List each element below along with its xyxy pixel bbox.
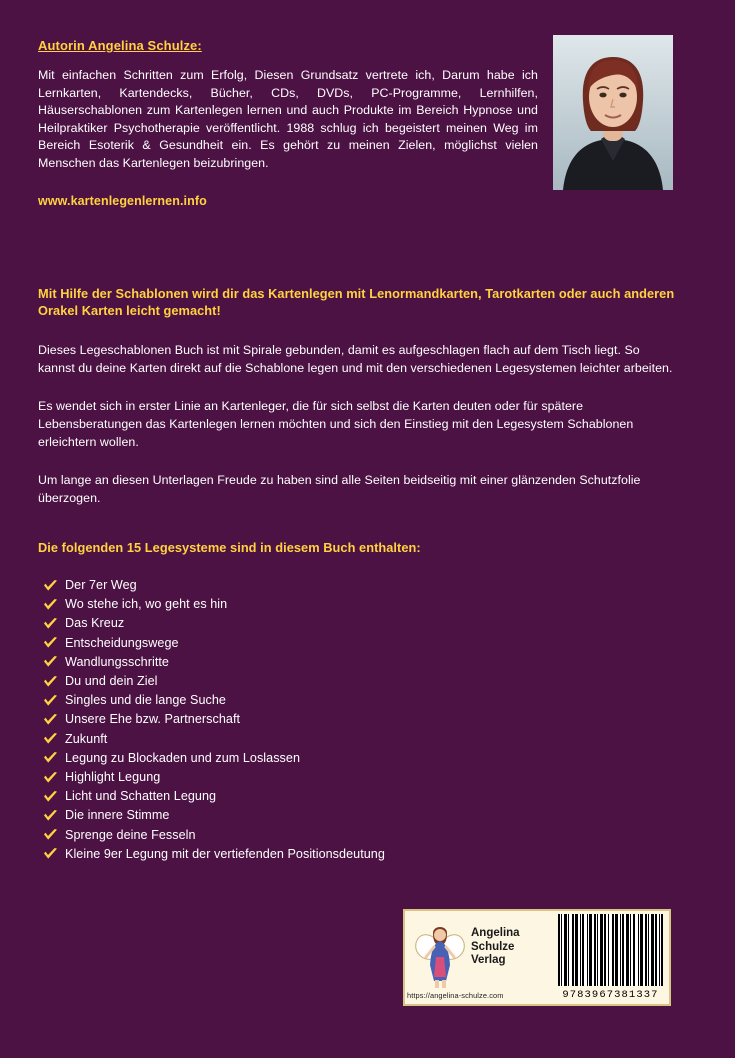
list-item	[38, 768, 678, 787]
check-icon	[43, 733, 60, 745]
publisher-name-line3: Verlag	[471, 954, 506, 966]
list-item-label: Highlight Legung	[65, 770, 161, 785]
list-item	[38, 595, 678, 614]
check-icon	[43, 599, 60, 611]
list-item	[38, 576, 678, 595]
check-icon	[43, 637, 60, 649]
list-item	[38, 691, 678, 710]
list-item-label: Du und dein Ziel	[65, 674, 158, 689]
list-item	[38, 653, 678, 672]
list-item-label: Legung zu Blockaden und zum Loslassen	[65, 750, 300, 765]
barcode	[552, 911, 669, 1004]
list-item	[38, 730, 678, 749]
publisher-name-line2: Schulze	[471, 940, 515, 953]
list-item	[38, 614, 678, 633]
intro-paragraph-1: Dieses Legeschablonen Buch ist mit Spirale gebunden, damit es aufgeschlagen flach auf dem Tisch liegt. So kannst du deine Karten direkt auf die Schablone legen und mit den verschiedenen Legesystemen leichter arbeiten.	[38, 343, 673, 375]
list-item-label: Unsere Ehe bzw. Partnerschaft	[65, 712, 241, 727]
publisher-name-line1: Angelina	[471, 927, 520, 939]
list-item-label: Das Kreuz	[65, 616, 125, 631]
systems-list	[38, 576, 678, 864]
author-heading: Autorin Angelina Schulze:	[38, 38, 202, 53]
check-icon	[43, 810, 60, 822]
intro-paragraph-3: Um lange an diesen Unterlagen Freude zu haben sind alle Seiten beidseitig mit einer glänzenden Schutzfolie überzogen.	[38, 473, 641, 505]
author-bio: Mit einfachen Schritten zum Erfolg, Diesen Grundsatz vertrete ich, Darum habe ich Lernkarten, Kartendecks, Bücher, CDs, DVDs, PC-Programme, Lernhilfen, Häuserschablonen zum Kartenlegen lernen und auch Produkte im Bereich Hypnose und Heilpraktiker Psychotherapie veröffentlicht. 1988 schlug ich begeistert meinen Weg im Bereich Esoterik & Gesundheit ein. Es gehört zu meinen Zielen, möglichst vielen Menschen das Kartenlegen beizubringen.	[38, 68, 538, 170]
list-item-label: Entscheidungswege	[65, 635, 179, 650]
list-item	[38, 845, 678, 864]
check-icon	[43, 772, 60, 784]
list-item-label: Wo stehe ich, wo geht es hin	[65, 597, 228, 612]
publisher-logo	[405, 911, 552, 1004]
portrait-photo-icon	[553, 35, 673, 190]
list-item	[38, 806, 678, 825]
systems-heading: Die folgenden 15 Legesysteme sind in diesem Buch enthalten:	[38, 540, 421, 555]
list-item	[38, 634, 678, 653]
barcode-number: 9783967381337	[562, 989, 659, 1001]
check-icon	[43, 580, 60, 592]
publisher-name	[471, 927, 520, 968]
list-item	[38, 672, 678, 691]
check-icon	[43, 829, 60, 841]
systems-section	[38, 540, 678, 864]
list-item-label: Singles und die lange Suche	[65, 693, 226, 708]
check-icon	[43, 656, 60, 668]
intro-section	[38, 285, 678, 527]
list-item	[38, 787, 678, 806]
list-item-label: Licht und Schatten Legung	[65, 789, 217, 804]
list-item-label: Wandlungsschritte	[65, 654, 169, 669]
list-item-label: Sprenge deine Fesseln	[65, 827, 196, 842]
list-item	[38, 710, 678, 729]
check-icon	[43, 714, 60, 726]
check-icon	[43, 676, 60, 688]
angel-logo-icon	[413, 917, 467, 996]
check-icon	[43, 752, 60, 764]
check-icon	[43, 695, 60, 707]
list-item-label: Zukunft	[65, 731, 108, 746]
list-item-label: Kleine 9er Legung mit der vertiefenden Positionsdeutung	[65, 846, 385, 861]
list-item	[38, 749, 678, 768]
publisher-url[interactable]: https://angelina-schulze.com	[407, 991, 504, 1000]
publisher-barcode-box	[403, 909, 671, 1006]
list-item-label: Der 7er Weg	[65, 578, 137, 592]
author-block	[38, 38, 538, 208]
barcode-icon	[558, 914, 663, 986]
list-item-label: Die innere Stimme	[65, 808, 170, 823]
intro-heading: Mit Hilfe der Schablonen wird dir das Kartenlegen mit Lenormandkarten, Tarotkarten oder auch anderen Orakel Karten leicht gemacht!	[38, 286, 675, 318]
author-photo	[553, 35, 673, 190]
check-icon	[43, 791, 60, 803]
intro-paragraph-2: Es wendet sich in erster Linie an Kartenleger, die für sich selbst die Karten deuten oder für spätere Lebensberatungen das Kartenlegen lernen möchten und sich den Einstieg mit den Legesystem Schablonen erleichtern wollen.	[38, 399, 634, 449]
check-icon	[43, 848, 60, 860]
list-item	[38, 826, 678, 845]
author-website[interactable]: www.kartenlegenlernen.info	[38, 194, 207, 208]
check-icon	[43, 618, 60, 630]
